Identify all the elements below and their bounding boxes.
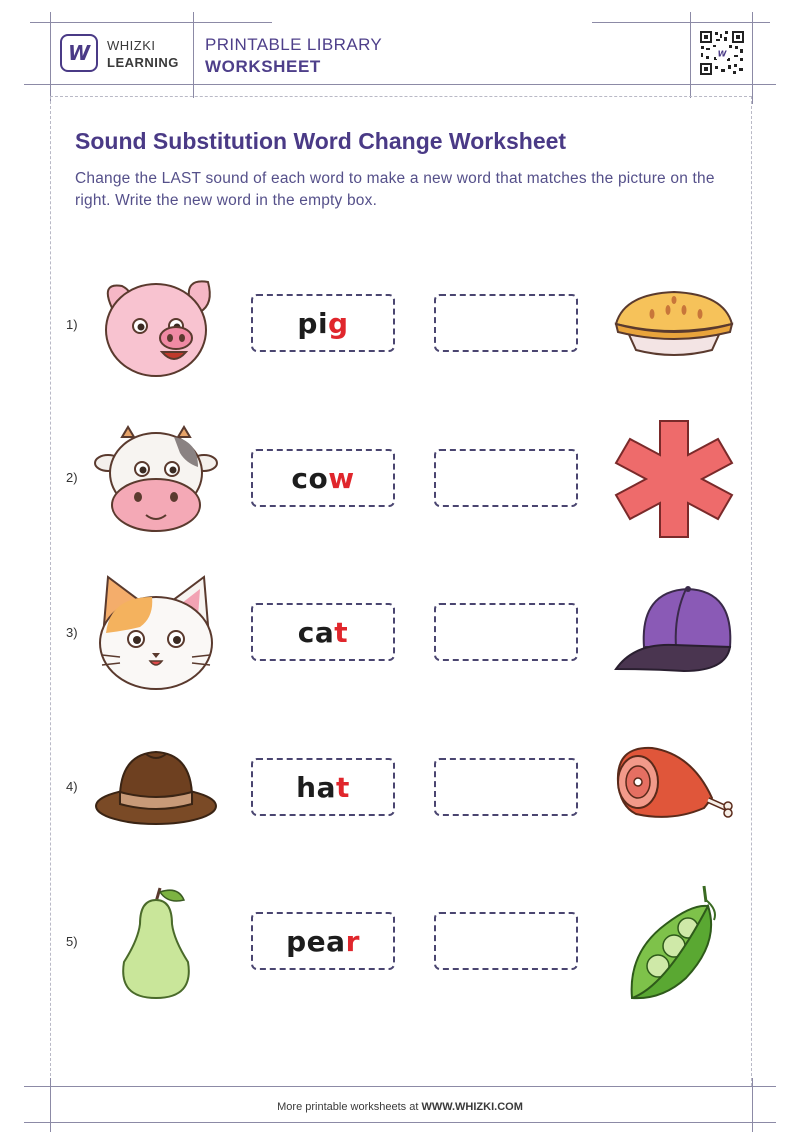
answer-box[interactable] <box>434 294 578 352</box>
answer-box[interactable] <box>434 603 578 661</box>
given-word-box <box>251 603 395 661</box>
word-last-letter: t <box>334 615 349 649</box>
library-line1: PRINTABLE LIBRARY <box>205 35 383 54</box>
given-word <box>297 307 348 340</box>
given-word <box>298 616 348 649</box>
given-word-box <box>251 449 395 507</box>
header-bottom-line <box>24 84 776 85</box>
instructions: Change the LAST sound of each word to make a new word that matches the picture on the right. Write the new word in the empty box. <box>75 170 715 209</box>
word-last-letter: r <box>345 924 360 958</box>
header-divider-vline <box>193 12 194 98</box>
pear-icon <box>116 882 196 1002</box>
word-last-letter: g <box>328 306 349 340</box>
footer-top-line <box>24 1086 776 1087</box>
exercise-row-4 <box>0 728 800 848</box>
brown-hat-icon <box>94 748 218 828</box>
pie-icon <box>612 288 736 360</box>
header-top-line-left <box>30 22 272 23</box>
logo-letter: W <box>67 41 91 65</box>
qr-center-letter: W <box>717 49 727 59</box>
exercise-row-5 <box>0 882 800 1002</box>
pig-face-icon <box>96 268 216 380</box>
word-start: co <box>291 461 329 495</box>
answer-box[interactable] <box>434 449 578 507</box>
qr-code-icon[interactable] <box>699 30 745 76</box>
ham-icon <box>612 742 736 828</box>
row-number: 2) <box>66 470 78 485</box>
header-right-vline <box>752 12 753 104</box>
word-last-letter: t <box>335 770 350 804</box>
page-title: Sound Substitution Word Change Worksheet <box>75 128 567 154</box>
library-label <box>205 34 382 78</box>
cat-face-icon <box>96 573 216 693</box>
pea-pod-icon <box>626 882 722 1004</box>
footer-bottom-line <box>24 1122 776 1123</box>
brand-name <box>107 37 179 71</box>
answer-box[interactable] <box>434 912 578 970</box>
word-start: pea <box>286 924 346 958</box>
row-number: 1) <box>66 317 78 332</box>
brand-line1: WHIZKI <box>107 38 156 53</box>
row-number: 5) <box>66 934 78 949</box>
given-word <box>296 771 350 804</box>
header-left-vline <box>50 12 51 104</box>
given-word <box>291 462 354 495</box>
word-start: ha <box>296 770 336 804</box>
whizki-logo-icon <box>60 34 98 72</box>
footer-site-link[interactable]: WWW.WHIZKI.COM <box>421 1101 523 1113</box>
given-word <box>286 925 360 958</box>
word-start: ca <box>297 615 335 649</box>
asterisk-star-icon <box>614 419 734 539</box>
footer-text <box>0 1101 800 1113</box>
word-start: pi <box>297 306 329 340</box>
header-qr-vline <box>690 12 691 98</box>
exercise-row-1 <box>0 264 800 384</box>
exercise-row-3 <box>0 573 800 693</box>
row-number: 4) <box>66 779 78 794</box>
cow-face-icon <box>94 423 218 535</box>
given-word-box <box>251 294 395 352</box>
given-word-box <box>251 758 395 816</box>
answer-box[interactable] <box>434 758 578 816</box>
exercise-row-2 <box>0 419 800 539</box>
footer-prefix: More printable worksheets at <box>277 1101 422 1113</box>
given-word-box <box>251 912 395 970</box>
row-number: 3) <box>66 625 78 640</box>
header-top-line-right <box>592 22 770 23</box>
brand-line2: LEARNING <box>107 55 179 70</box>
library-line2: WORKSHEET <box>205 57 321 76</box>
word-last-letter: w <box>328 461 355 495</box>
baseball-cap-icon <box>614 585 736 677</box>
